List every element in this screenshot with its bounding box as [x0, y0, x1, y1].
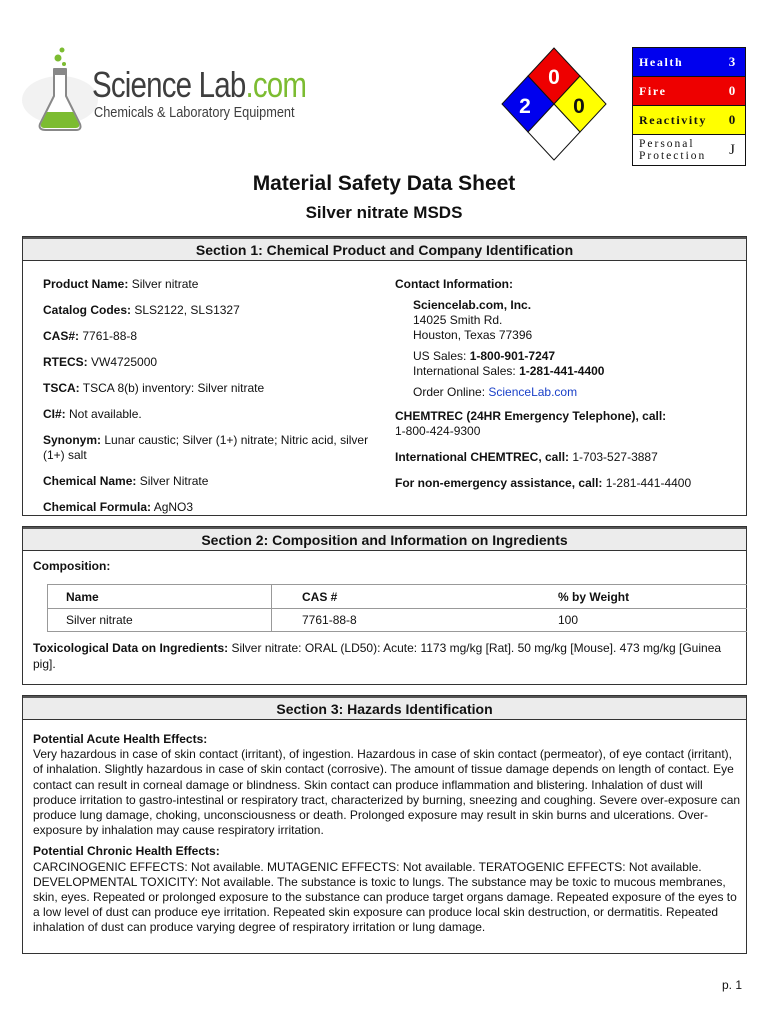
- chronic-effects-label: Potential Chronic Health Effects:: [33, 844, 220, 859]
- composition-label: Composition:: [33, 559, 111, 573]
- hmis-reactivity-row: [633, 106, 745, 135]
- hmis-reactivity-value: 0: [728, 112, 736, 127]
- hmis-fire-value: 0: [728, 83, 736, 98]
- chemical-name-field: Chemical Name: Silver Nitrate: [43, 474, 209, 488]
- table-header: % by Weight: [558, 589, 630, 604]
- address-line-2: Houston, Texas 77396: [413, 328, 533, 342]
- logo-wordmark: Science Lab.com: [92, 64, 307, 105]
- table-row: [48, 608, 747, 631]
- nfpa-health: 2: [519, 95, 531, 118]
- document-subtitle: Silver nitrate MSDS: [305, 203, 463, 222]
- intl-sales-phone: 1-281-441-4400: [519, 364, 605, 378]
- acute-effects-text: Very hazardous in case of skin contact (irritant), of ingestion. Hazardous in case of skin contact (permeator), of eye contact (irritant), of inhalation. Slightly hazardous in case of skin contact (corrosive). The amount of tissue damage depends on length of contact. Eye contact can result in corneal damage or blindness. Skin contact can produce inflammation and blistering. Inhalation of dust will produce irritation to gastro-intestinal or respiratory tract, characterized by burning, sneezing and coughing. Severe over-exposure can produce lung damage, choking, unconsciousness or death. Prolonged exposure may result in skin burns and ulcerations. Over-exposure by inhalation may cause respiratory irritation.: [33, 747, 741, 838]
- company-address: [395, 298, 735, 343]
- table-header-row: [48, 585, 747, 608]
- flask-icon: [20, 44, 100, 134]
- table-header: Name: [66, 589, 99, 604]
- table-cell: 100: [558, 613, 579, 627]
- nfpa-fire: 0: [548, 66, 560, 89]
- chemical-formula-field: Chemical Formula: AgNO3: [43, 500, 194, 514]
- section-2-heading: Section 2: Composition and Information on Ingredients: [23, 527, 746, 551]
- product-identification: [43, 277, 373, 526]
- contact-heading: Contact Information:: [395, 277, 513, 291]
- section-1-heading: Section 1: Chemical Product and Company Identification: [23, 237, 746, 261]
- hmis-reactivity-label: Reactivity: [639, 112, 707, 127]
- document-title: Material Safety Data Sheet: [252, 172, 516, 195]
- hmis-health-label: Health: [639, 54, 684, 69]
- hmis-fire-row: [633, 77, 745, 106]
- hmis-health-row: [633, 48, 745, 77]
- hazards-body: [33, 732, 745, 942]
- table-cell: 7761-88-8: [271, 609, 558, 631]
- sales-contacts: US Sales: 1-800-901-7247 International Sales: 1-281-441-4400: [413, 349, 605, 378]
- order-online-link[interactable]: ScienceLab.com: [488, 385, 578, 399]
- rtecs-field: RTECS: VW4725000: [43, 355, 158, 369]
- us-sales-phone: 1-800-901-7247: [469, 349, 556, 363]
- hmis-protection-label: Personal Protection: [639, 138, 707, 162]
- hmis-protection-row: [633, 135, 745, 165]
- acute-effects-label: Potential Acute Health Effects:: [33, 732, 208, 746]
- non-emergency-field: For non-emergency assistance, call: 1-281-441-4400: [395, 476, 692, 490]
- ci-field: CI#: Not available.: [43, 407, 142, 421]
- address-line-1: 14025 Smith Rd.: [413, 313, 503, 327]
- toxicological-data: Toxicological Data on Ingredients: Silver nitrate: ORAL (LD50): Acute: 1173 mg/kg [Rat]. 50 mg/kg [Mouse]. 473 mg/kg [Guinea pig].: [33, 641, 722, 671]
- acute-effects: [33, 732, 745, 838]
- page-number: p. 1: [722, 978, 743, 992]
- table-header: CAS #: [271, 585, 558, 608]
- intl-chemtrec-field: International CHEMTREC, call: 1-703-527-3887: [395, 450, 658, 464]
- section-1: [22, 236, 747, 516]
- section-2: [22, 526, 747, 685]
- cas-field: CAS#: 7761-88-8: [43, 329, 138, 343]
- contact-information: [395, 277, 735, 502]
- nfpa-diamond: [498, 46, 610, 164]
- chronic-effects-text: CARCINOGENIC EFFECTS: Not available. MUTAGENIC EFFECTS: Not available. TERATOGENIC EFFECTS: Not available. DEVELOPMENTAL TOXICITY: Not available. The substance is toxic to lungs. The substance may be toxic to mucous membranes, skin, eyes. Repeated or prolonged exposure to the substance can produce target organs damage. Repeated exposure of the eyes to a low level of dust can produce eye irritation. Repeated skin exposure can produce local skin destruction, or dermatitis. Repeated inhalation of dust can produce varying degree of respiratory irritation or lung damage.: [33, 859, 737, 935]
- catalog-codes-field: Catalog Codes: SLS2122, SLS1327: [43, 303, 240, 317]
- order-online: Order Online: ScienceLab.com: [413, 385, 578, 399]
- hmis-protection-value: J: [729, 141, 735, 158]
- chronic-effects: [33, 844, 745, 935]
- tsca-field: TSCA: TSCA 8(b) inventory: Silver nitrate: [43, 381, 265, 395]
- section-3: [22, 695, 747, 954]
- hmis-health-value: 3: [728, 54, 736, 69]
- section-3-heading: Section 3: Hazards Identification: [23, 696, 746, 720]
- synonym-field: Synonym: Lunar caustic; Silver (1+) nitrate; Nitric acid, silver (1+) salt: [43, 433, 369, 462]
- composition-body: [33, 559, 745, 672]
- logo-tagline: Chemicals & Laboratory Equipment: [94, 104, 295, 121]
- chemtrec-field: CHEMTREC (24HR Emergency Telephone), call: 1-800-424-9300: [395, 409, 667, 438]
- table-cell: Silver nitrate: [66, 613, 133, 627]
- nfpa-reactivity: 0: [573, 95, 585, 118]
- hmis-fire-label: Fire: [639, 83, 667, 98]
- product-name-field: Product Name: Silver nitrate: [43, 277, 199, 291]
- company-name: Sciencelab.com, Inc.: [413, 298, 532, 312]
- hmis-rating-box: [632, 47, 746, 166]
- composition-table: [47, 584, 747, 632]
